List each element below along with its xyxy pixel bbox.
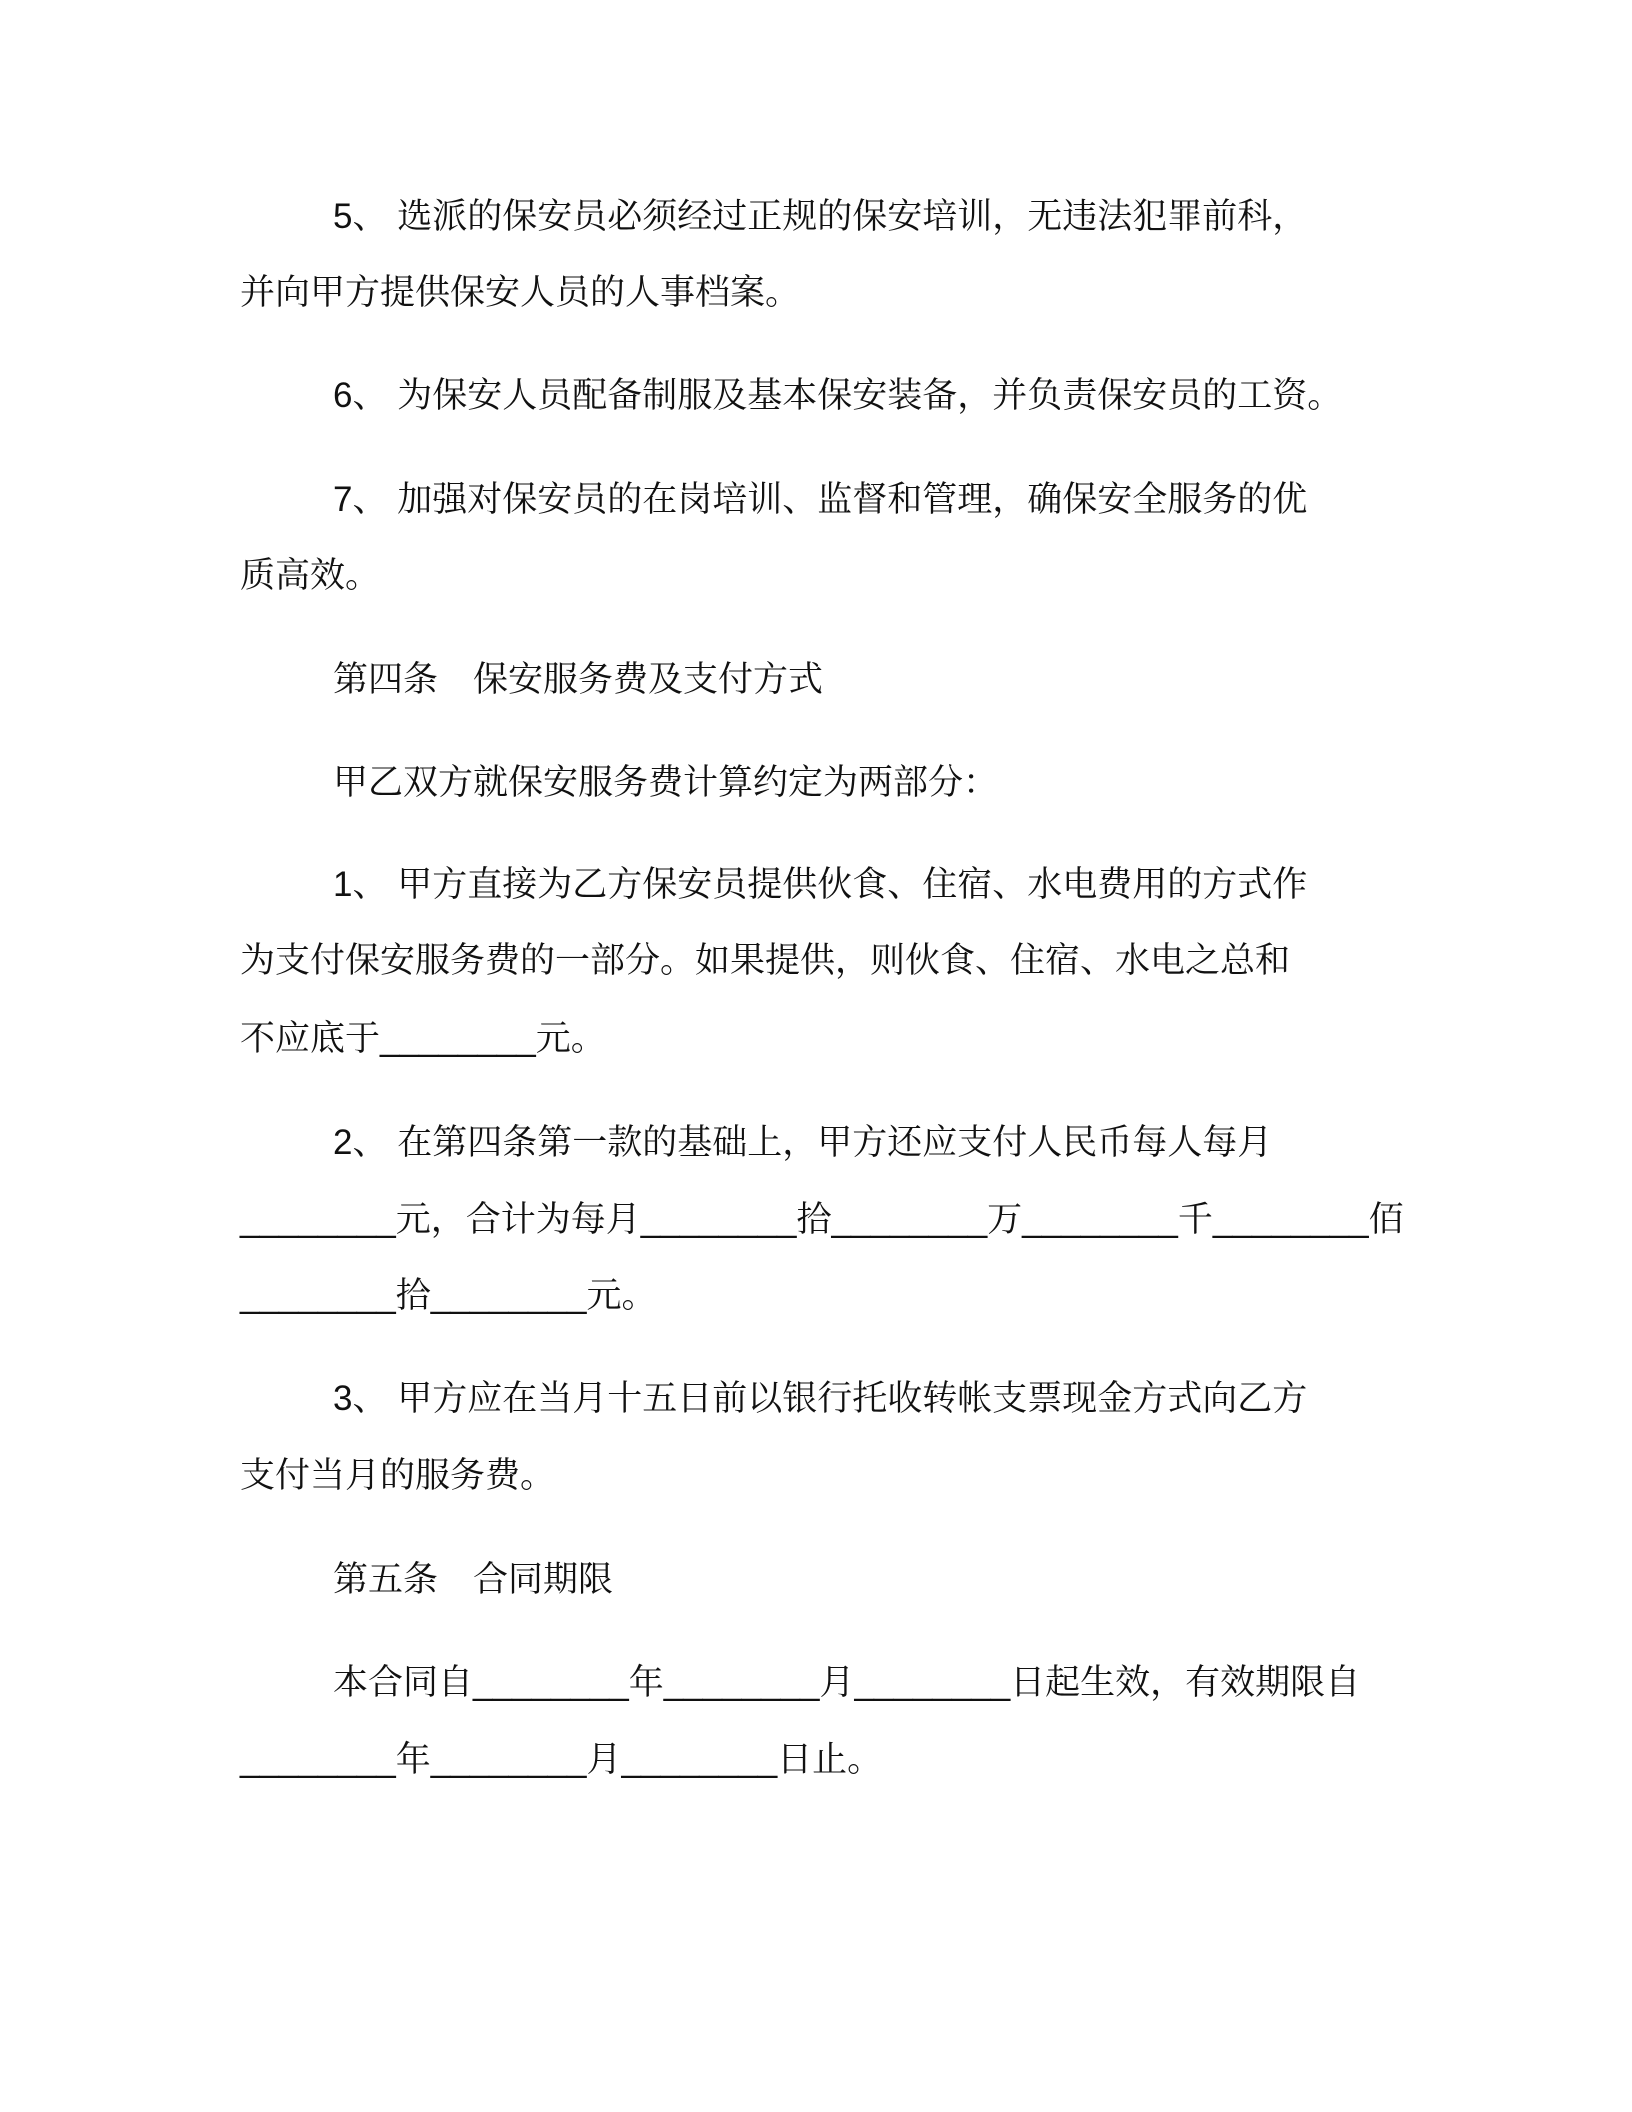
text-line: 6、 为保安人员配备制服及基本保安装备，并负责保安员的工资。	[333, 376, 1343, 415]
text-line: 甲乙双方就保安服务费计算约定为两部分：	[333, 763, 999, 802]
text-line: 不应底于________元。	[240, 1019, 606, 1058]
text-line: 支付当月的服务费。	[240, 1456, 556, 1495]
text-line: 第四条 保安服务费及支付方式	[333, 660, 824, 699]
text-line: ________拾________元。	[240, 1276, 657, 1315]
text-line: 第五条 合同期限	[333, 1560, 614, 1599]
text-line: 5、 选派的保安员必须经过正规的保安培训，无违法犯罪前科，	[333, 197, 1308, 236]
text-line: 本合同自________年________月________日起生效，有效期限自	[333, 1663, 1361, 1702]
text-line: 7、 加强对保安员的在岗培训、监督和管理，确保安全服务的优	[333, 480, 1308, 519]
text-line: ________元，合计为每月________拾________万________千________佰	[240, 1200, 1404, 1239]
text-line: 2、 在第四条第一款的基础上，甲方还应支付人民币每人每月	[333, 1123, 1273, 1162]
text-line: 3、 甲方应在当月十五日前以银行托收转帐支票现金方式向乙方	[333, 1379, 1308, 1418]
text-line: ________年________月________日止。	[240, 1740, 883, 1779]
text-line: 1、 甲方直接为乙方保安员提供伙食、住宿、水电费用的方式作	[333, 865, 1308, 904]
text-line: 为支付保安服务费的一部分。如果提供，则伙食、住宿、水电之总和	[240, 941, 1291, 980]
text-line: 质高效。	[240, 556, 381, 595]
text-line: 并向甲方提供保安人员的人事档案。	[240, 273, 801, 312]
